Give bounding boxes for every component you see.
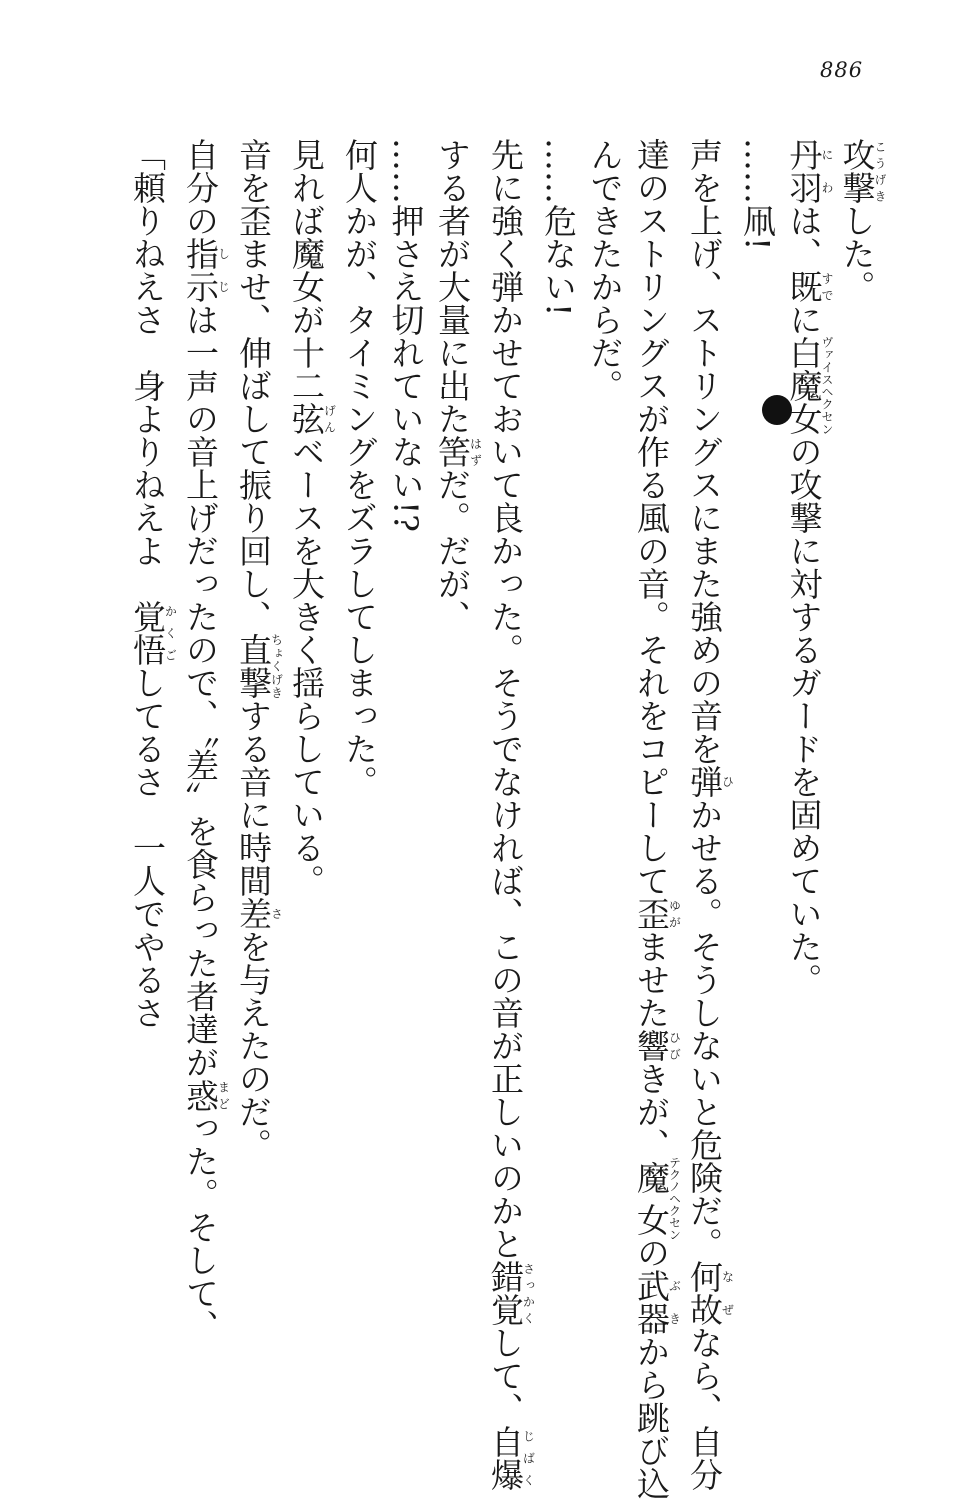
text-segment: 「頼りねえさ 身よりねえよ [128,138,167,600]
ruby-base: 直撃 [234,633,273,699]
text-segment: ……危ない! [539,138,578,317]
ruby-base: 歪 [632,897,671,930]
ruby-base: 弾 [685,765,724,798]
page-number: 886 [820,58,864,82]
ruby-reading: じばく [521,1425,536,1491]
text-line [177,138,231,1343]
ruby-base: 指示 [181,237,220,303]
ruby-reading: ひ [720,765,735,798]
ruby-word [784,270,834,303]
ruby-reading: さっかく [521,1260,536,1326]
text-segment: ……押さえ切れていない!? [386,138,426,532]
ruby-word [685,1260,735,1326]
text-segment: 達のストリングスが作る風の音。それをコピーして [632,138,671,897]
ruby-base: 既 [784,270,824,303]
text-line [833,138,886,1298]
text-segment: して、 [486,1326,525,1425]
ruby-reading: ぶき [667,1269,682,1335]
text-line [124,138,177,1298]
ruby-reading: こうげき [873,138,887,204]
ruby-reading: ゆが [667,897,682,930]
text-segment: する者が大量に出た [433,138,472,435]
ruby-word [784,138,834,204]
ruby-reading: はず [468,435,483,468]
ruby-reading: しじ [216,237,231,303]
ruby-reading: まど [216,1078,231,1112]
ruby-base: 武器 [632,1269,671,1335]
text-segment: かせる。そうしないと危険だ。 [685,798,724,1260]
ruby-reading: ひび [667,1029,682,1062]
text-line [382,138,429,1298]
ruby-base: 差 [234,897,273,930]
ruby-base: 何故 [685,1260,724,1326]
text-segment: った。そして、 [181,1111,220,1343]
text-line [780,138,833,1298]
text-segment: ……凧! [738,138,777,251]
text-segment: んできたからだ。 [585,138,625,402]
text-line [230,138,283,1298]
ruby-base: 響 [632,1029,671,1062]
text-line [535,138,582,1298]
text-segment: は、 [784,204,824,270]
text-segment: きが、 [632,1062,671,1161]
ruby-word [128,600,178,666]
ruby-word [632,897,682,930]
ruby-reading: すで [820,270,834,303]
ruby-reading: さ [269,897,284,930]
ruby-word [234,633,284,699]
ruby-reading: テクノヘクセン [667,1156,682,1241]
text-line [429,138,482,1298]
ruby-reading: ちょくげき [269,633,284,699]
text-line [681,138,735,1491]
text-segment: 何人かが、タイミングをズラしてしまった。 [340,138,379,798]
ruby-base: 筈 [433,435,472,468]
ruby-word [632,1029,682,1062]
text-segment: 自分の [181,138,220,237]
ruby-word [632,1269,682,1335]
text-segment: 先に強く弾かせておいて良かった。そうでなければ、この音が正しいのかと [486,138,525,1260]
ruby-base: 覚悟 [128,600,167,666]
ruby-base: 魔女 [632,1156,671,1241]
text-segment: に [784,303,824,336]
ruby-reading: にわ [820,138,834,204]
ruby-reading: げん [322,402,337,435]
text-line [581,138,628,1298]
text-segment: を与えたのだ。 [234,930,273,1161]
ruby-word [287,402,337,435]
ruby-base: 自爆 [486,1425,525,1491]
text-segment: から跳び込 [632,1335,671,1500]
ruby-reading: なぜ [720,1260,735,1326]
text-line [482,138,536,1491]
text-line [336,138,383,1298]
text-segment: ませた [632,930,671,1029]
text-segment: の攻撃に対するガードを固めていた。 [784,435,824,996]
text-segment: だ。だが、 [433,468,472,633]
text-line [628,138,682,1500]
ruby-reading: ヴァイスヘクセン [820,336,834,435]
text-segment: は一声の音上げだったので、〝差〟を食らった者達が [181,303,220,1079]
ruby-word [234,897,284,930]
text-segment: の [632,1236,671,1269]
ruby-word [181,1078,231,1112]
ruby-base: 丹羽 [784,138,824,204]
text-segment: 見れば魔女が十二 [287,138,326,402]
ruby-base: 攻撃 [837,138,877,204]
ruby-word [685,765,735,798]
text-line [734,138,781,1298]
ruby-base: 弦 [287,402,326,435]
ruby-word [486,1260,536,1326]
ruby-base: 白魔女 [784,336,824,435]
text-segment: ベースを大きく揺らしている。 [287,435,326,897]
body-text [96,138,887,1500]
ruby-word [632,1156,682,1241]
text-segment: 音を歪ませ、伸ばして振り回し、 [234,138,273,633]
text-line [283,138,336,1298]
ruby-word [433,435,483,468]
text-segment: してるさ 一人でやるさ [128,666,167,1029]
text-segment: 声を上げ、ストリングスにまた強めの音を [685,138,724,765]
ruby-word [837,138,887,204]
ruby-word [784,336,834,435]
ruby-word [181,237,231,303]
ruby-reading: かくご [163,600,178,666]
ruby-base: 惑 [181,1078,220,1112]
ruby-word [486,1425,536,1491]
ruby-base: 錯覚 [486,1260,525,1326]
text-segment: なら、自分 [685,1326,724,1491]
text-segment: する音に時間 [234,699,273,897]
text-segment: した。 [837,204,877,303]
